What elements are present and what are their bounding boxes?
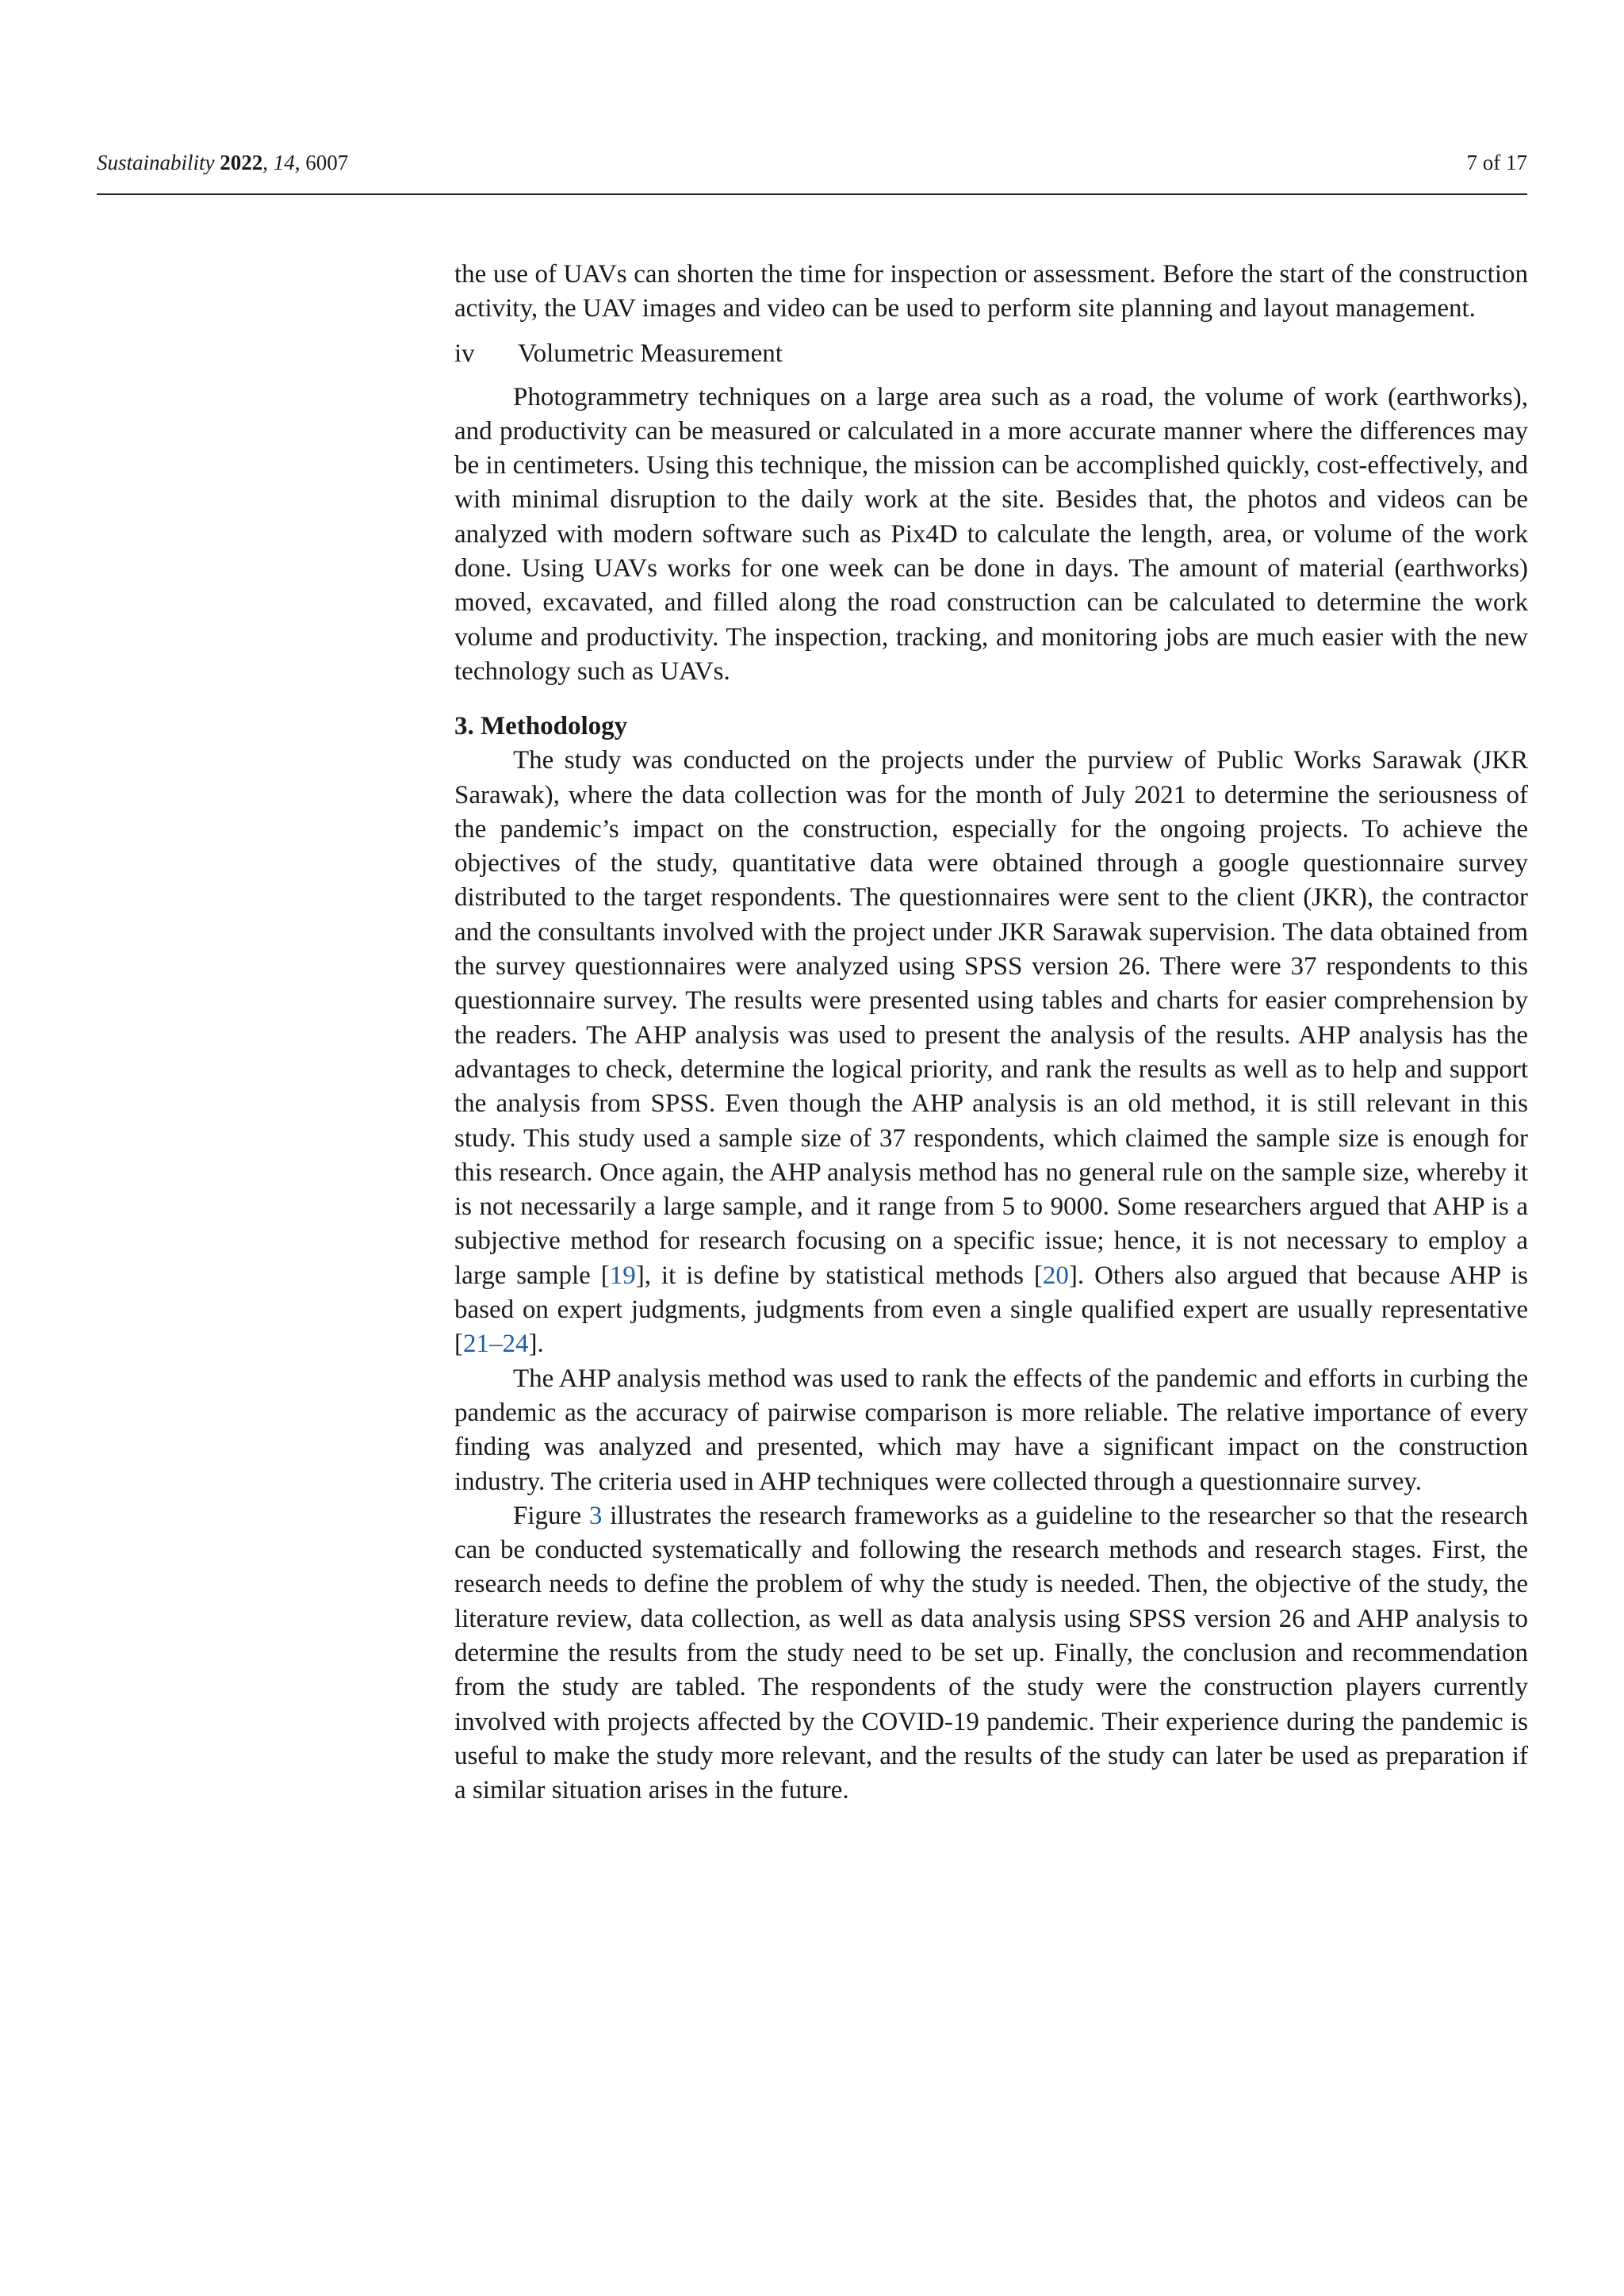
- citation-link-19[interactable]: 19: [609, 1261, 636, 1290]
- citation-link-21-24[interactable]: 21–24: [463, 1330, 529, 1359]
- article-number: 6007: [305, 151, 349, 174]
- paragraph-intro: the use of UAVs can shorten the time for inspection or assessment. Before the start of the construction activity, the UAV images and video can be used to perform site planning and layout management.: [454, 260, 1528, 323]
- section-heading: 3. Methodology: [454, 712, 628, 741]
- paragraph-volumetric: Photogrammetry techniques on a large area such as a road, the volume of work (earthworks), and productivity can be measured or calculated in a more accurate manner where the differences may be in centimeters. Using this technique, the mission can be accomplished quickly, cost-effectively, and with minimal disruption to the daily work at the site. Besides that, the photos and videos can be analyzed with modern software such as Pix4D to calculate the length, area, or volume of the work done. Using UAVs works for one week can be done in days. The amount of material (earthworks) moved, excavated, and filled along the road construction can be calculated to determine the work volume and productivity. The inspection, tracking, and monitoring jobs are much easier with the new technology such as UAVs.: [454, 382, 1528, 686]
- journal-year: 2022: [220, 151, 263, 174]
- subsection-number: iv: [454, 339, 475, 368]
- page-number: 7 of 17: [1466, 151, 1527, 174]
- paragraph-methodology-2: The AHP analysis method was used to rank the effects of the pandemic and efforts in curbing the pandemic as the accuracy of pairwise comparison is more reliable. The relative importance of every finding was analyzed and presented, which may have a significant impact on the construction industry. The criteria used in AHP techniques were collected through a questionnaire survey.: [454, 1364, 1528, 1496]
- citation-link-20[interactable]: 20: [1042, 1261, 1069, 1290]
- page-header: [97, 151, 1527, 195]
- figure-link-3[interactable]: 3: [588, 1501, 603, 1530]
- subsection-title: Volumetric Measurement: [518, 339, 783, 368]
- journal-name: Sustainability: [97, 151, 215, 174]
- article-body: [454, 258, 1528, 1808]
- journal-volume: 14: [273, 151, 295, 174]
- journal-citation: Sustainability 2022, 14, 6007: [97, 151, 349, 174]
- paragraph-methodology-3: Figure 3 illustrates the research frameworks as a guideline to the researcher so that the research can be conducted systematically and following the research methods and research stages. First, the research needs to define the problem of why the study is needed. Then, the objective of the study, the literature review, data collection, as well as data analysis using SPSS version 26 and AHP analysis to determine the results from the study need to be set up. Finally, the conclusion and recommendation from the study are tabled. The respondents of the study were the construction players currently involved with projects affected by the COVID-19 pandemic. Their experience during the pandemic is useful to make the study more relevant, and the results of the study can later be used as preparation if a similar situation arises in the future.: [454, 1501, 1528, 1805]
- paragraph-methodology-1: The study was conducted on the projects under the purview of Public Works Sarawak (JKR Sarawak), where the data collection was for the month of July 2021 to determine the seriousness of the pandemic’s impact on the construction, especially for the ongoing projects. To achieve the objectives of the study, quantitative data were obtained through a google questionnaire survey distributed to the target respondents. The questionnaires were sent to the client (JKR), the contractor and the consultants involved with the project under JKR Sarawak supervision. The data obtained from the survey questionnaires were analyzed using SPSS version 26. There were 37 respondents to this questionnaire survey. The results were presented using tables and charts for easier comprehension by the readers. The AHP analysis was used to present the analysis of the results. AHP analysis has the advantages to check, determine the logical priority, and rank the results as well as to help and support the analysis from SPSS. Even though the AHP analysis is an old method, it is still relevant in this study. This study used a sample size of 37 respondents, which claimed the sample size is enough for this research. Once again, the AHP analysis method has no general rule on the sample size, whereby it is not necessarily a large sample, and it range from 5 to 9000. Some researchers argued that AHP is a subjective method for research focusing on a specific issue; hence, it is not necessary to employ a large sample [19], it is define by statistical methods [20]. Others also argued that because AHP is based on expert judgments, judgments from even a single qualified expert are usually representative [21–24].: [454, 746, 1528, 1359]
- subsection-heading: [454, 337, 1528, 371]
